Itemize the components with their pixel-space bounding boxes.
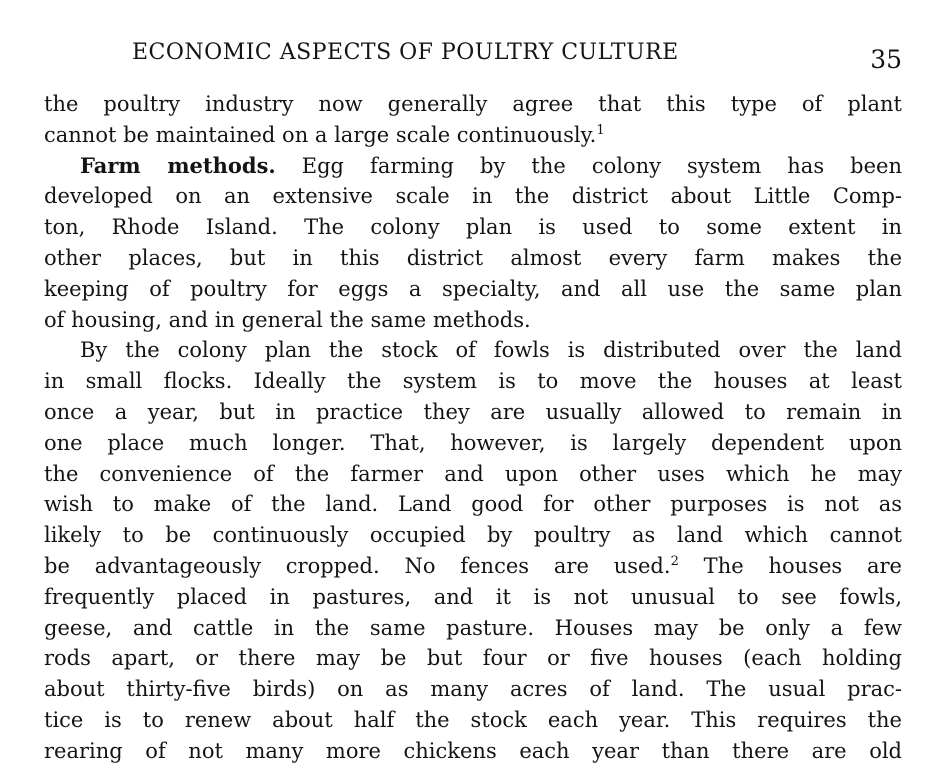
page-number: 35 xyxy=(870,45,902,74)
text-line: other places, but in this district almost every farm makes the xyxy=(44,245,902,270)
text-line: wish to make of the land. Land good for other purposes is not as xyxy=(44,492,902,517)
text-line: in small flocks. Ideally the system is to move the houses at least xyxy=(44,369,902,394)
text-line: the poultry industry now generally agree that this type of plant xyxy=(44,92,902,116)
text-line: frequently placed in pastures, and it is not unusual to see fowls, xyxy=(44,584,902,609)
text-line: be advantageously cropped. No fences are used.$^2$ The houses are xyxy=(44,553,902,578)
text-line: developed on an extensive scale in the district about Little Comp- xyxy=(44,184,902,209)
footnote-mark: 2 xyxy=(670,553,679,569)
text-line: about thirty-five birds) on as many acres of land. The usual prac- xyxy=(44,677,902,702)
footnote-mark: 1 xyxy=(596,122,605,138)
text-line: one place much longer. That, however, is largely dependent upon xyxy=(44,430,902,455)
text-line: cannot be maintained on a large scale continuously.$^1$ xyxy=(44,122,605,147)
running-head: ECONOMIC ASPECTS OF POULTRY CULTURE xyxy=(132,40,679,65)
text-line: rods apart, or there may be but four or five houses (each holding xyxy=(44,646,902,671)
text-line: the convenience of the farmer and upon other uses which he may xyxy=(44,461,902,486)
text-line: tice is to renew about half the stock each year. This requires the xyxy=(44,707,902,732)
text-line: keeping of poultry for eggs a specialty, and all use the same plan xyxy=(44,276,902,301)
text-line: By the colony plan the stock of fowls is distributed over the land xyxy=(80,338,902,363)
text-line: of housing, and in general the same methods. xyxy=(44,307,531,332)
text-line: geese, and cattle in the same pasture. Houses may be only a few xyxy=(44,615,902,640)
body-text xyxy=(44,89,902,767)
text-line: likely to be continuously occupied by poultry as land which cannot xyxy=(44,523,902,548)
text-line: once a year, but in practice they are usually allowed to remain in xyxy=(44,399,902,424)
text-line: rearing of not many more chickens each year than there are old xyxy=(44,738,902,763)
page-header xyxy=(44,38,902,72)
text-line: Farm methods. Egg farming by the colony system has been xyxy=(80,152,902,178)
text-line: ton, Rhode Island. The colony plan is used to some extent in xyxy=(44,215,902,240)
section-heading: Farm methods. xyxy=(80,152,276,178)
